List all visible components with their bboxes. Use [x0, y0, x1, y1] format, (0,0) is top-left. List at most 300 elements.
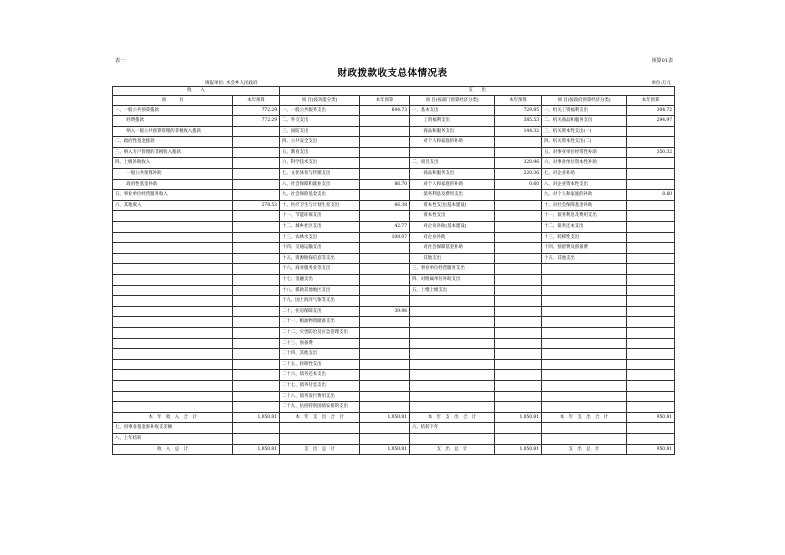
item-cell: [410, 359, 495, 370]
amount-cell: [495, 380, 542, 391]
amount-cell: [495, 285, 542, 296]
item-cell: [113, 222, 233, 233]
amount-cell: [627, 211, 675, 222]
amount-cell: 144.32: [495, 126, 542, 137]
item-cell: 本 年 支 出 合 计: [280, 412, 360, 423]
item-cell: [113, 275, 233, 286]
item-cell: 二十七、债务付息支出: [280, 380, 360, 391]
item-cell: [542, 380, 627, 391]
item-cell: [410, 380, 495, 391]
item-cell: 一般公共预算补助: [113, 169, 233, 180]
item-cell: 十八、援助其他地区支出: [280, 285, 360, 296]
amount-cell: [627, 275, 675, 286]
table-row: [113, 105, 675, 116]
amount-cell: 39.96: [360, 306, 410, 317]
item-cell: 十一、节能环保支出: [280, 211, 360, 222]
item-cell: [542, 423, 627, 434]
amount-cell: [360, 402, 410, 413]
amount-cell: [627, 370, 675, 381]
item-cell: 二十、住房保障支出: [280, 306, 360, 317]
amount-cell: [627, 179, 675, 190]
item-cell: 纳入一般公共预算管理的非税收入拨款: [113, 126, 233, 137]
amount-cell: [360, 126, 410, 137]
item-cell: [410, 317, 495, 328]
money-unit: 单位:万元: [651, 81, 671, 86]
amount-cell: [360, 253, 410, 264]
amount-cell: [627, 296, 675, 307]
item-cell: [542, 349, 627, 360]
item-cell: 本 年 支 出 合 计: [410, 412, 495, 423]
item-cell: 六、对事业单位资本性补助: [542, 158, 627, 169]
amount-cell: [360, 391, 410, 402]
item-cell: [410, 327, 495, 338]
amount-cell: [627, 423, 675, 434]
table-row: [113, 402, 675, 413]
amount-cell: [360, 296, 410, 307]
item-cell: 债务利息及费用支出: [410, 190, 495, 201]
item-cell: 四、上级补助收入: [113, 158, 233, 169]
amount-cell: [233, 359, 280, 370]
item-cell: 一、机关工资福利支出: [542, 105, 627, 116]
item-cell: 五、上缴上级支出: [410, 285, 495, 296]
item-cell: [113, 349, 233, 360]
amount-cell: [233, 338, 280, 349]
amount-cell: [495, 190, 542, 201]
amount-cell: [360, 423, 410, 434]
amount-cell: [627, 359, 675, 370]
amount-cell: [233, 222, 280, 233]
item-cell: [113, 296, 233, 307]
budget-table: [112, 86, 675, 455]
table-row: [113, 126, 675, 137]
amount-cell: [360, 433, 410, 444]
table-number-left: 表一: [115, 58, 126, 64]
amount-cell: [360, 285, 410, 296]
table-row: [113, 370, 675, 381]
item-cell: 二、项目支出: [410, 158, 495, 169]
amount-cell: [233, 380, 280, 391]
item-cell: [113, 211, 233, 222]
table-row: [113, 222, 675, 233]
item-cell: 对个人和家庭的补助: [410, 137, 495, 148]
item-cell: 十、对社会保障基金补助: [542, 200, 627, 211]
amount-cell: [233, 349, 280, 360]
item-cell: 支 出 总 计: [542, 444, 627, 455]
amount-cell: [627, 126, 675, 137]
item-cell: 二、外交支出: [280, 116, 360, 127]
amount-cell: [495, 275, 542, 286]
item-cell: 二、政府性基金拨款: [113, 137, 233, 148]
item-cell: 二十一、粮油物资储备支出: [280, 317, 360, 328]
item-cell: 资本性支出(基本建设): [410, 200, 495, 211]
item-cell: [410, 433, 495, 444]
amount-cell: [360, 338, 410, 349]
amount-cell: [495, 359, 542, 370]
item-cell: [542, 327, 627, 338]
table-row: [113, 359, 675, 370]
item-cell: 工资福利支出: [410, 116, 495, 127]
amount-cell: [495, 137, 542, 148]
item-cell: [113, 327, 233, 338]
amount-cell: [233, 147, 280, 158]
item-cell: 商品和服务支出: [410, 126, 495, 137]
table-row: [113, 391, 675, 402]
item-cell: [113, 338, 233, 349]
amount-cell: [233, 402, 280, 413]
amount-cell: [360, 370, 410, 381]
item-cell: [113, 306, 233, 317]
item-cell: [280, 423, 360, 434]
item-cell: 五、对事业单位经常性补助: [542, 147, 627, 158]
item-cell: 十一、债务利息及费用支出: [542, 211, 627, 222]
amount-cell: [495, 232, 542, 243]
item-cell: [542, 296, 627, 307]
amount-cell: 950.81: [627, 412, 675, 423]
total-row: [113, 423, 675, 434]
table-number-right: 预算01表: [651, 58, 673, 64]
item-cell: [113, 391, 233, 402]
item-cell: [410, 147, 495, 158]
amount-cell: 304.72: [627, 105, 675, 116]
item-cell: 对个人和家庭的补助: [410, 179, 495, 190]
amount-cell: [495, 264, 542, 275]
table-row: [113, 243, 675, 254]
table-row: [113, 306, 675, 317]
amount-cell: 350.32: [627, 147, 675, 158]
amount-cell: [627, 253, 675, 264]
amount-cell: 320.96: [495, 158, 542, 169]
item-cell: 八、上年结转: [113, 433, 233, 444]
amount-cell: 1,050.81: [495, 412, 542, 423]
item-cell: 支 出 总 计: [280, 444, 360, 455]
item-cell: 四、机关资本性支出(二): [542, 137, 627, 148]
item-cell: 本 年 收 入 合 计: [113, 412, 233, 423]
amount-cell: [233, 211, 280, 222]
item-cell: 十四、交通运输支出: [280, 243, 360, 254]
item-cell: 十六、商业服务业等支出: [280, 264, 360, 275]
item-cell: [542, 317, 627, 328]
column-header: 项 目(按部门预算经济分类): [410, 95, 495, 105]
item-cell: [542, 359, 627, 370]
amount-cell: [627, 306, 675, 317]
amount-cell: [627, 317, 675, 328]
item-cell: [542, 285, 627, 296]
reporting-unit: 填报单位: 木会乡人民政府: [205, 81, 258, 86]
amount-cell: 644.73: [360, 105, 410, 116]
item-cell: 对企业补助: [410, 232, 495, 243]
table-row: [113, 169, 675, 180]
amount-cell: [233, 275, 280, 286]
item-cell: [113, 370, 233, 381]
amount-cell: [495, 370, 542, 381]
item-cell: 一、一般公共预算拨款: [113, 105, 233, 116]
item-cell: 六、科学技术支出: [280, 158, 360, 169]
item-cell: 二十六、债务还本支出: [280, 370, 360, 381]
amount-cell: [360, 349, 410, 360]
amount-cell: [495, 296, 542, 307]
amount-cell: [233, 232, 280, 243]
total-row: [113, 444, 675, 455]
amount-cell: 1,050.81: [360, 444, 410, 455]
item-cell: 对社会保障基金补助: [410, 243, 495, 254]
amount-cell: [495, 306, 542, 317]
item-cell: 三、机关资本性支出(一): [542, 126, 627, 137]
item-cell: [410, 349, 495, 360]
table-row: [113, 179, 675, 190]
amount-cell: [495, 253, 542, 264]
item-cell: 本 年 支 出 合 计: [542, 412, 627, 423]
item-cell: 其他支出: [410, 253, 495, 264]
amount-cell: [495, 211, 542, 222]
amount-cell: 772.29: [233, 116, 280, 127]
amount-cell: [360, 317, 410, 328]
item-cell: [113, 285, 233, 296]
item-cell: 政府性基金补助: [113, 179, 233, 190]
item-cell: [280, 433, 360, 444]
amount-cell: [495, 349, 542, 360]
amount-cell: [233, 137, 280, 148]
column-header: 项 目(按政府预算经济分类): [542, 95, 627, 105]
table-row: [113, 317, 675, 328]
item-cell: 经费拨款: [113, 116, 233, 127]
item-cell: 对企业补助(基本建设): [410, 222, 495, 233]
column-header: 本年预算: [233, 95, 280, 105]
item-cell: 十五、资源勘探信息等支出: [280, 253, 360, 264]
table-row: [113, 137, 675, 148]
item-cell: [542, 433, 627, 444]
item-cell: 五、事业单位经营服务收入: [113, 190, 233, 201]
amount-cell: 772.29: [233, 105, 280, 116]
amount-cell: [233, 126, 280, 137]
column-header: 本年预算: [627, 95, 675, 105]
item-cell: [410, 402, 495, 413]
amount-cell: [233, 253, 280, 264]
item-cell: [542, 370, 627, 381]
total-row: [113, 433, 675, 444]
amount-cell: [233, 243, 280, 254]
item-cell: 五、教育支出: [280, 147, 360, 158]
column-header: 本年预算: [360, 95, 410, 105]
item-cell: 十二、债务还本支出: [542, 222, 627, 233]
amount-cell: [233, 370, 280, 381]
item-cell: 六、其他收入: [113, 200, 233, 211]
amount-cell: [233, 306, 280, 317]
item-cell: 三、事业单位经营服务支出: [410, 264, 495, 275]
amount-cell: 108.07: [360, 232, 410, 243]
amount-cell: [627, 243, 675, 254]
amount-cell: 1,050.81: [495, 444, 542, 455]
item-cell: 二、机关商品和服务支出: [542, 116, 627, 127]
page-title: 财政拨款收支总体情况表: [337, 68, 448, 79]
table-row: [113, 285, 675, 296]
amount-cell: [233, 327, 280, 338]
amount-cell: [360, 359, 410, 370]
amount-cell: [233, 179, 280, 190]
table-row: [113, 190, 675, 201]
amount-cell: [233, 317, 280, 328]
item-cell: 七、用事业基金弥补收支差额: [113, 423, 233, 434]
amount-cell: [627, 433, 675, 444]
item-cell: 一、基本支出: [410, 105, 495, 116]
amount-cell: 278.53: [233, 200, 280, 211]
item-cell: [113, 232, 233, 243]
amount-cell: [360, 158, 410, 169]
item-cell: [410, 370, 495, 381]
item-cell: [542, 338, 627, 349]
amount-cell: [360, 116, 410, 127]
table-row: [113, 380, 675, 391]
column-header: 本年预算: [495, 95, 542, 105]
item-cell: 四、对附属单位补助支出: [410, 275, 495, 286]
item-cell: [113, 264, 233, 275]
item-cell: 八、对企业资本性支出: [542, 179, 627, 190]
amount-cell: 42.77: [360, 222, 410, 233]
item-cell: [113, 359, 233, 370]
total-row: [113, 412, 675, 423]
item-cell: [542, 402, 627, 413]
item-cell: 三、国防支出: [280, 126, 360, 137]
amount-cell: [360, 190, 410, 201]
amount-cell: [495, 317, 542, 328]
amount-cell: [495, 243, 542, 254]
amount-cell: 294.97: [627, 116, 675, 127]
table-row: [113, 158, 675, 169]
amount-cell: [627, 169, 675, 180]
item-cell: 二十五、转移性支出: [280, 359, 360, 370]
column-header: 项 目(按功能分类): [280, 95, 360, 105]
amount-cell: 385.53: [495, 116, 542, 127]
item-cell: 二十三、预备费: [280, 338, 360, 349]
table-row: [113, 200, 675, 211]
expense-header: 支 出: [280, 87, 675, 96]
item-cell: 四、公共安全支出: [280, 137, 360, 148]
amount-cell: [495, 402, 542, 413]
item-cell: [410, 338, 495, 349]
item-cell: 商品和服务支出: [410, 169, 495, 180]
item-cell: 七、对企业补助: [542, 169, 627, 180]
item-cell: 一、一般公共服务支出: [280, 105, 360, 116]
amount-cell: 1,050.81: [360, 412, 410, 423]
amount-cell: [495, 222, 542, 233]
amount-cell: [233, 423, 280, 434]
amount-cell: 1,050.81: [233, 412, 280, 423]
amount-cell: [627, 158, 675, 169]
table-row: [113, 147, 675, 158]
amount-cell: 950.81: [627, 444, 675, 455]
item-cell: [410, 296, 495, 307]
amount-cell: [627, 349, 675, 360]
item-cell: [113, 402, 233, 413]
amount-cell: [360, 243, 410, 254]
table-row: [113, 275, 675, 286]
item-cell: 二十八、债务发行费用支出: [280, 391, 360, 402]
amount-cell: [360, 275, 410, 286]
amount-cell: 86.70: [360, 179, 410, 190]
item-cell: [113, 243, 233, 254]
item-cell: 三、纳入专户管理的非税收入拨款: [113, 147, 233, 158]
item-cell: 九、社会保险基金支出: [280, 190, 360, 201]
amount-cell: [495, 147, 542, 158]
amount-cell: [495, 200, 542, 211]
amount-cell: [233, 190, 280, 201]
item-cell: 十五、其他支出: [542, 253, 627, 264]
item-cell: [542, 391, 627, 402]
table-row: [113, 296, 675, 307]
amount-cell: [360, 264, 410, 275]
amount-cell: [233, 391, 280, 402]
item-cell: [410, 391, 495, 402]
amount-cell: [360, 147, 410, 158]
amount-cell: [627, 327, 675, 338]
table-row: [113, 264, 675, 275]
amount-cell: [495, 423, 542, 434]
amount-cell: [233, 264, 280, 275]
amount-cell: [233, 285, 280, 296]
item-cell: 十、医疗卫生与计划生育支出: [280, 200, 360, 211]
amount-cell: [495, 327, 542, 338]
amount-cell: [233, 169, 280, 180]
item-cell: 十三、农林水支出: [280, 232, 360, 243]
amount-cell: [233, 158, 280, 169]
item-cell: 十七、金融支出: [280, 275, 360, 286]
column-header-row: [113, 95, 675, 105]
item-cell: [542, 264, 627, 275]
income-header: 收 入: [113, 87, 280, 96]
item-cell: [113, 317, 233, 328]
item-cell: 支 出 总 计: [410, 444, 495, 455]
amount-cell: [627, 200, 675, 211]
amount-cell: [627, 338, 675, 349]
table-row: [113, 327, 675, 338]
amount-cell: 66.38: [360, 200, 410, 211]
item-cell: 二十四、其他支出: [280, 349, 360, 360]
amount-cell: [495, 391, 542, 402]
item-cell: [113, 380, 233, 391]
item-cell: [410, 306, 495, 317]
amount-cell: [627, 380, 675, 391]
column-header: 项 目: [113, 95, 233, 105]
table-row: [113, 253, 675, 264]
amount-cell: [627, 391, 675, 402]
amount-cell: 0.60: [627, 190, 675, 201]
table-row: [113, 211, 675, 222]
amount-cell: 1,050.81: [233, 444, 280, 455]
amount-cell: 0.60: [495, 179, 542, 190]
amount-cell: [627, 232, 675, 243]
item-cell: 九、对个人和家庭的补助: [542, 190, 627, 201]
item-cell: 六、结转下年: [410, 423, 495, 434]
table-row: [113, 116, 675, 127]
amount-cell: [627, 222, 675, 233]
item-cell: 收 入 总 计: [113, 444, 233, 455]
item-cell: 八、社会保障和就业支出: [280, 179, 360, 190]
amount-cell: [360, 169, 410, 180]
amount-cell: [360, 327, 410, 338]
amount-cell: [495, 433, 542, 444]
item-cell: 十四、预留费及预备费: [542, 243, 627, 254]
amount-cell: [627, 137, 675, 148]
amount-cell: [360, 137, 410, 148]
amount-cell: 220.36: [495, 169, 542, 180]
amount-cell: [627, 264, 675, 275]
item-cell: 十九、国土海洋气象等支出: [280, 296, 360, 307]
item-cell: 二十九、抗疫特别国债安排的支出: [280, 402, 360, 413]
amount-cell: 729.85: [495, 105, 542, 116]
table-row: [113, 338, 675, 349]
amount-cell: [360, 380, 410, 391]
amount-cell: [233, 296, 280, 307]
item-cell: 资本性支出: [410, 211, 495, 222]
